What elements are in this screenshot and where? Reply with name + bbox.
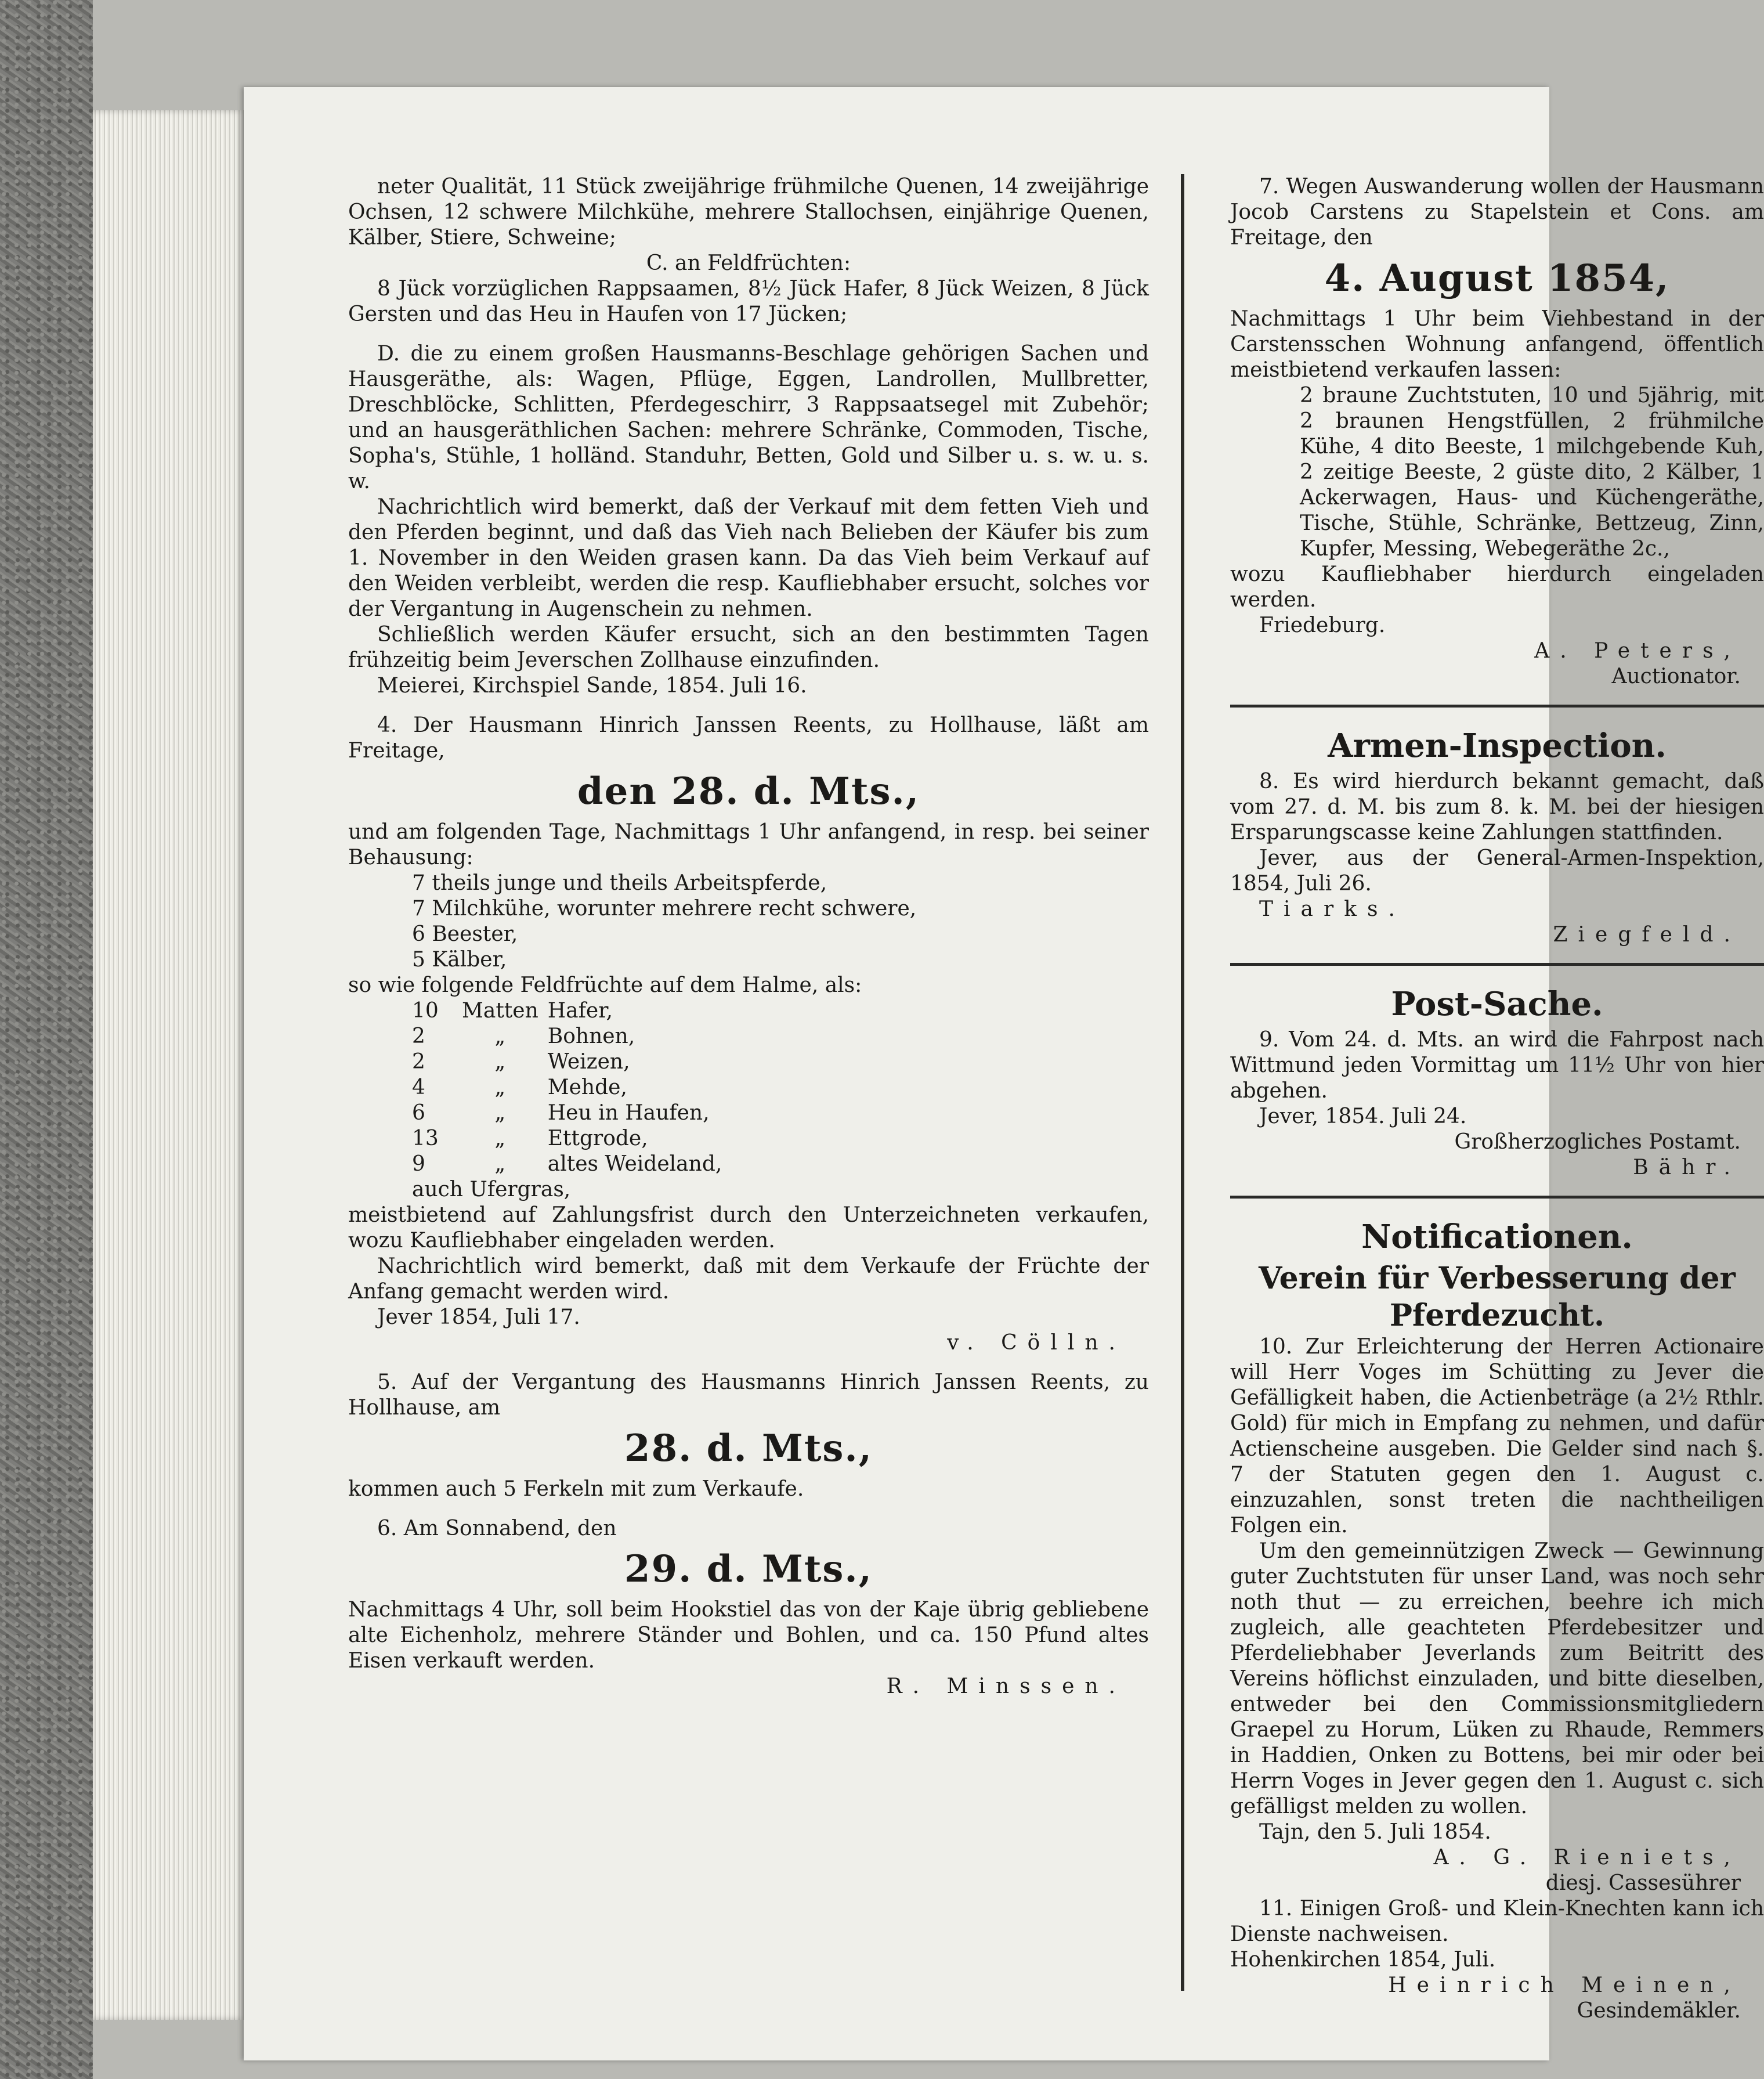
list-item: auch Ufergras,: [412, 1178, 571, 1201]
table-row: 9 „ altes Weideland,: [412, 1152, 722, 1176]
notice-6-text: 6. Am Sonnabend, den: [377, 1517, 617, 1540]
table-row: 2 „ Bohnen,: [412, 1024, 635, 1048]
dateline: Tajn, den 5. Juli 1854.: [1259, 1820, 1491, 1844]
paragraph: neter Qualität, 11 Stück zweijährige frühmilche Quenen, 14 zweijährige Ochsen, 12 schwere Milchkühe, mehrere Stallochsen, einjährige Quenen, Kälber, Stiere, Schweine;: [348, 175, 1149, 250]
paragraph: Nachrichtlich wird bemerkt, daß der Verkauf mit dem fetten Vieh und den Pferden beginnt, und daß das Vieh nach Belieben der Käufer bis zum 1. November in den Weiden grasen kann. Da das Vieh beim Verkauf auf den Weiden verbleibt, werden die resp. Kaufliebhaber ersucht, solches vor der Vergantung in Augenschein zu nehmen.: [348, 495, 1149, 621]
signature: Heinrich Meinen,: [1388, 1973, 1741, 1997]
notice-11-text: 11. Einigen Groß- und Klein-Knechten kann ich Dienste nachweisen.: [1230, 1897, 1764, 1946]
paragraph: Nachmittags 1 Uhr beim Viehbestand in der Carstensschen Wohnung anfangend, öffentlich meistbietend verkaufen lassen:: [1230, 307, 1764, 382]
dateline: Jever 1854, Juli 17.: [377, 1305, 580, 1329]
paragraph: Nachrichtlich wird bemerkt, daß mit dem Verkaufe der Früchte der Anfang gemacht werden wird.: [348, 1254, 1149, 1304]
list-item: 5 Kälber,: [412, 948, 507, 972]
paragraph: Um den gemeinnützigen Zweck — Gewinnung guter Zuchtstuten für unser Land, was noch sehr noth thut — zu erreichen, beehre ich mich zugleich, alle geachteten Pferdebesitzer und Pferdeliebhaber Jeverlands zum Beitritt des Vereins höflichst einzuladen, und bitte dieselben, entweder bei den Commissionsmitgliedern Graepel zu Horum, Lüken zu Rhaude, Remmers in Haddien, Onken zu Bottens, bei mir oder bei Herrn Voges in Jever gegen den 1. August c. sich gefälligst melden zu wollen.: [1230, 1539, 1764, 1818]
column-divider: [1181, 174, 1184, 1991]
notice-4-text: 4. Der Hausmann Hinrich Janssen Reents, zu Hollhause, läßt am Freitage,: [348, 713, 1149, 763]
paragraph: Schließlich werden Käufer ersucht, sich an den bestimmten Tagen frühzeitig beim Jeverschen Zollhause einzufinden.: [348, 623, 1149, 672]
paragraph: meistbietend auf Zahlungsfrist durch den Unterzeichneten verkaufen, wozu Kaufliebhaber eingeladen werden.: [348, 1203, 1149, 1253]
subsection-heading: Verein für Verbesserung der Pferdezucht.: [1259, 1261, 1736, 1333]
section-c-heading: C. an Feldfrüchten:: [646, 251, 851, 275]
table-row: 10 Matten Hafer,: [412, 999, 613, 1023]
left-column: [348, 174, 1149, 1699]
table-row: 2 „ Weizen,: [412, 1050, 630, 1074]
page-edges: [93, 110, 244, 2020]
notice-7-date: 4. August 1854,: [1324, 257, 1670, 300]
paragraph: wozu Kaufliebhaber hierdurch eingeladen werden.: [1230, 562, 1764, 612]
paragraph: D. die zu einem großen Hausmanns-Beschlage gehörigen Sachen und Hausgeräthe, als: Wagen, Pflüge, Eggen, Landrollen, Mullbretter, Dreschblöcke, Schlitten, Pferdegeschirr, 3 Rappsaatsegel mit Zubehör; und an hausgeräthlichen Sachen: mehrere Schränke, Commoden, Tische, Sopha's, Stühle, 1 holländ. Standuhr, Betten, Gold und Silber u. s. w. u. s. w.: [348, 342, 1149, 493]
list-item: 7 theils junge und theils Arbeitspferde,: [412, 871, 827, 895]
paragraph: und am folgenden Tage, Nachmittags 1 Uhr anfangend, in resp. bei seiner Behausung:: [348, 820, 1149, 869]
notice-10-text: 10. Zur Erleichterung der Herren Actionaire will Herr Voges im Schütting zu Jever die Gefälligkeit haben, die Actienbeträge (a 2½ Rthlr. Gold) für mich in Empfang zu nehmen, und dafür Actienscheine ausgeben. Die Gelder sind nach §. 7 der Statuten gegen den 1. August c. einzuzahlen, sonst treten die nachtheiligen Folgen ein.: [1230, 1335, 1764, 1537]
signature-office: Großherzogliches Postamt.: [1454, 1130, 1741, 1154]
table-row: 6 „ Heu in Haufen,: [412, 1101, 710, 1125]
rule: [1230, 1196, 1764, 1199]
place: Friedeburg.: [1259, 613, 1386, 637]
crop-table: [412, 998, 731, 1177]
notice-5-text: 5. Auf der Vergantung des Hausmanns Hinrich Janssen Reents, zu Hollhause, am: [348, 1370, 1149, 1420]
section-heading: Notificationen.: [1361, 1218, 1633, 1256]
notice-8-text: 8. Es wird hierdurch bekannt gemacht, daß vom 27. d. M. bis zum 8. k. M. bei der hiesigen Ersparungscasse keine Zahlungen stattfinden.: [1230, 770, 1764, 844]
item-list: 2 braune Zuchtstuten, 10 und 5jährig, mit 2 braunen Hengstfüllen, 2 frühmilche Kühe, 4 dito Beeste, 1 milchgebende Kuh, 2 zeitige Beeste, 2 güste dito, 2 Kälber, 1 Ackerwagen, Haus- und Küchengeräthe, Tische, Stühle, Schränke, Bettzeug, Zinn, Kupfer, Messing, Webegeräthe 2c.,: [1300, 384, 1764, 561]
signature: v. Cölln.: [947, 1331, 1126, 1355]
section-heading: Post-Sache.: [1391, 985, 1603, 1023]
dateline: Jever, aus der General-Armen-Inspektion, 1854, Juli 26.: [1230, 846, 1764, 896]
rule: [1230, 963, 1764, 966]
right-column: [1230, 174, 1764, 2024]
dateline: Hohenkirchen 1854, Juli.: [1230, 1948, 1496, 1972]
notice-5-date: 28. d. Mts.,: [624, 1427, 873, 1470]
paragraph: so wie folgende Feldfrüchte auf dem Halme, als:: [348, 973, 862, 997]
rule: [1230, 705, 1764, 708]
signature-role: Gesindemäkler.: [1577, 1999, 1741, 2023]
book-spine: [0, 0, 93, 2079]
dateline: Meierei, Kirchspiel Sande, 1854. Juli 16.: [377, 674, 807, 698]
paragraph: 8 Jück vorzüglichen Rappsaamen, 8½ Jück Hafer, 8 Jück Weizen, 8 Jück Gersten und das Heu in Haufen von 17 Jücken;: [348, 277, 1149, 326]
signature-role: Auctionator.: [1611, 665, 1741, 688]
paragraph: kommen auch 5 Ferkeln mit zum Verkaufe.: [348, 1477, 804, 1501]
table-row: 4 „ Mehde,: [412, 1075, 627, 1099]
notice-4-date: den 28. d. Mts.,: [577, 770, 920, 813]
signature: Ziegfeld.: [1553, 923, 1741, 947]
section-heading: Armen-Inspection.: [1328, 727, 1667, 765]
notice-7-text: 7. Wegen Auswanderung wollen der Hausmann Jocob Carstens zu Stapelstein et Cons. am Freitage, den: [1230, 175, 1764, 250]
list-item: 6 Beester,: [412, 922, 518, 946]
paragraph: Nachmittags 4 Uhr, soll beim Hookstiel das von der Kaje übrig gebliebene alte Eichenholz, mehrere Ständer und Bohlen, und ca. 150 Pfund altes Eisen verkauft werden.: [348, 1598, 1149, 1673]
list-item: 7 Milchkühe, worunter mehrere recht schwere,: [412, 897, 917, 921]
animal-list: [348, 871, 1149, 973]
dateline: Jever, 1854. Juli 24.: [1259, 1105, 1467, 1128]
table-row: 13 „ Ettgrode,: [412, 1127, 648, 1150]
notice-6-date: 29. d. Mts.,: [624, 1547, 873, 1591]
signature: R. Minssen.: [886, 1674, 1126, 1698]
signature: Tiarks.: [1259, 897, 1405, 921]
signature: A. Peters,: [1534, 639, 1741, 663]
signature: Bähr.: [1633, 1156, 1741, 1179]
newspaper-page: [244, 87, 1764, 2060]
signature-role: diesj. Cassesührer: [1545, 1871, 1741, 1895]
signature: A. G. Rieniets,: [1433, 1846, 1741, 1869]
notice-9-text: 9. Vom 24. d. Mts. an wird die Fahrpost nach Wittmund jeden Vormittag um 11½ Uhr von hier abgehen.: [1230, 1028, 1764, 1103]
